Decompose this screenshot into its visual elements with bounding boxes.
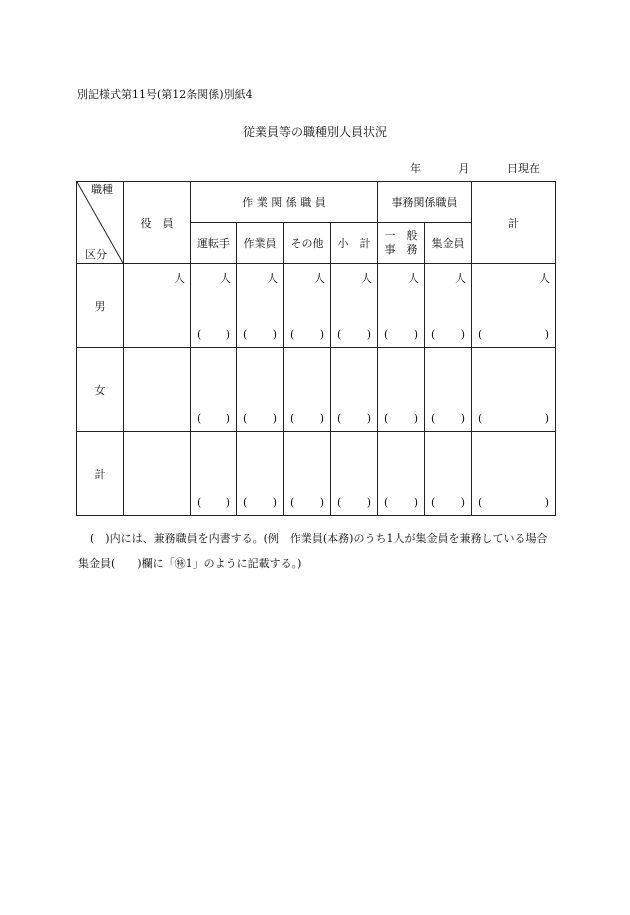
col-worker: 作業員 [237,223,284,264]
paren-close: ) [413,412,419,425]
paren-close: ) [460,496,466,509]
staff-table [76,181,556,516]
cell-subtotal[interactable] [331,264,378,348]
cell-other[interactable] [284,264,331,348]
unit-label: 人 [408,272,420,285]
paren-close: ) [366,496,372,509]
row-label-male: 男 [77,264,124,348]
row-label-female: 女 [77,348,124,432]
day-label: 日現在 [507,162,540,175]
col-collector: 集金員 [425,223,472,264]
cell-driver[interactable] [191,264,237,348]
unit-label: 人 [267,272,278,285]
paren-open: ( [431,412,436,425]
date-line [400,160,540,176]
cell-other[interactable] [284,432,331,516]
cell-worker[interactable] [237,348,284,432]
paren-close: ) [319,328,324,341]
cell-subtotal[interactable] [331,432,378,516]
paren-close: ) [319,496,324,509]
paren-open: ( [197,496,202,509]
corner-bottom-label: 区分 [85,248,107,261]
table-row [77,264,556,348]
year-label: 年 [410,162,421,175]
col-driver: 運転手 [191,223,237,264]
cell-subtotal[interactable] [331,348,378,432]
row-label-total: 計 [77,432,124,516]
cell-total[interactable] [472,348,556,432]
cell-collector[interactable] [425,432,472,516]
paren-close: ) [225,496,230,509]
paren-close: ) [413,328,419,341]
officer-header: 役 員 [124,182,191,264]
paren-close: ) [225,328,230,341]
paren-open: ( [431,328,436,341]
cell-collector[interactable] [425,348,472,432]
cell-total[interactable] [472,432,556,516]
paren-open: ( [290,412,295,425]
paren-close: ) [366,412,372,425]
col-general-office [378,223,425,264]
work-group-header: 作 業 関 係 職 員 [191,182,378,223]
paren-close: ) [225,412,230,425]
cell-general-office[interactable] [378,264,425,348]
paren-open: ( [337,496,342,509]
paren-close: ) [366,328,372,341]
unit-label: 人 [220,272,231,285]
paren-open: ( [384,496,389,509]
paren-close: ) [544,328,550,341]
paren-open: ( [337,328,342,341]
paren-open: ( [431,496,436,509]
paren-open: ( [478,328,483,341]
paren-open: ( [478,496,483,509]
cell-officer[interactable] [124,264,191,348]
paren-open: ( [478,412,483,425]
month-label: 月 [458,162,470,175]
paren-open: ( [384,328,389,341]
paren-open: ( [243,412,248,425]
paren-close: ) [460,412,466,425]
document-title: 従業員等の職種別人員状況 [242,125,387,139]
col-subtotal: 小 計 [331,223,378,264]
cell-driver[interactable] [191,348,237,432]
paren-open: ( [337,412,342,425]
unit-label: 人 [539,272,551,285]
cell-driver[interactable] [191,432,237,516]
col-other: その他 [284,223,331,264]
paren-open: ( [197,328,202,341]
form-number-label: 別記様式第11号(第12条関係)別紙4 [77,88,253,101]
unit-label: 人 [361,272,373,285]
cell-worker[interactable] [237,432,284,516]
corner-header [77,182,124,264]
total-header: 計 [472,182,556,264]
cell-general-office[interactable] [378,432,425,516]
paren-open: ( [197,412,202,425]
cell-worker[interactable] [237,264,284,348]
table-row [77,432,556,516]
paren-close: ) [319,412,324,425]
table-row [77,348,556,432]
paren-open: ( [384,412,389,425]
unit-label: 人 [314,272,325,285]
office-group-header: 事務関係職員 [378,182,472,223]
paren-close: ) [544,412,550,425]
paren-open: ( [243,496,248,509]
col-general-office-line1: 一 般 [384,229,418,242]
unit-label: 人 [174,272,185,285]
cell-officer[interactable] [124,348,191,432]
paren-close: ) [460,328,466,341]
corner-top-label: 職種 [91,183,113,196]
paren-close: ) [272,328,277,341]
footnote: ( )内には、兼務職員を内書する。(例 作業員(本務)のうち1人が集金員を兼務している場合集金員( )欄に「㊕1」のように記載する。) [78,532,548,570]
paren-close: ) [272,496,277,509]
paren-close: ) [544,496,550,509]
cell-other[interactable] [284,348,331,432]
paren-close: ) [272,412,277,425]
cell-officer[interactable] [124,432,191,516]
unit-label: 人 [455,272,467,285]
cell-collector[interactable] [425,264,472,348]
cell-total[interactable] [472,264,556,348]
paren-open: ( [290,328,295,341]
paren-open: ( [243,328,248,341]
cell-general-office[interactable] [378,348,425,432]
col-general-office-line2: 事 務 [384,243,418,256]
paren-close: ) [413,496,419,509]
paren-open: ( [290,496,295,509]
